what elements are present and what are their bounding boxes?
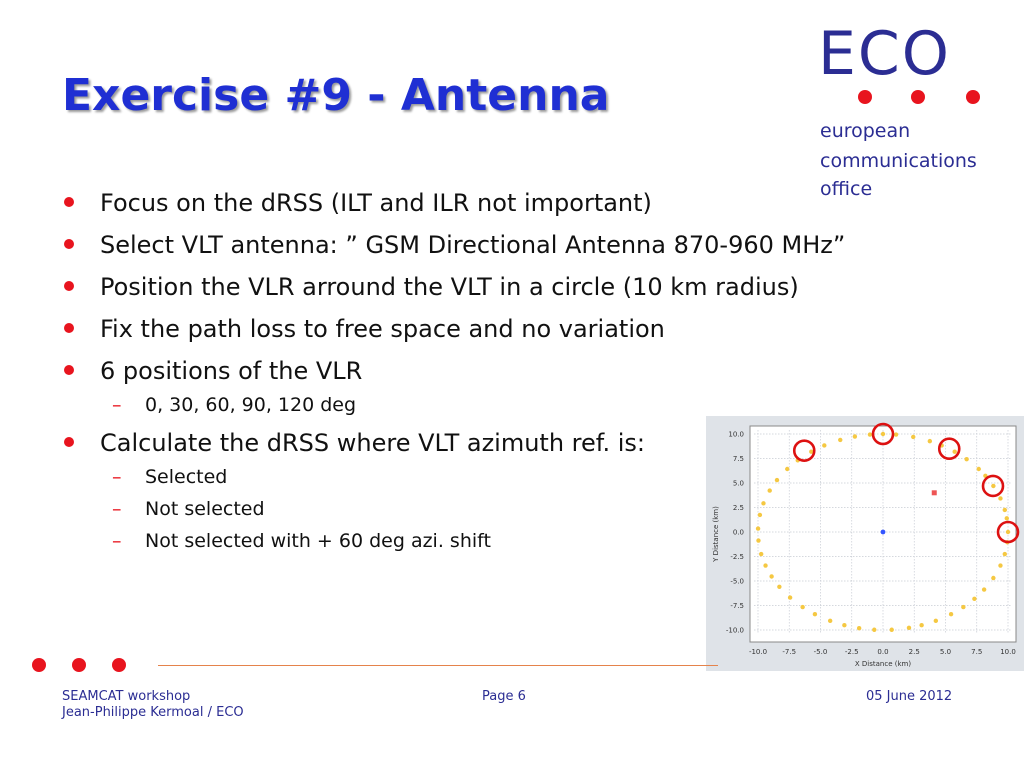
bullet-item — [62, 228, 852, 262]
eco-logo — [818, 19, 998, 204]
y-tick-label: -2.5 — [730, 553, 744, 561]
vlr-point — [911, 435, 915, 439]
y-tick-label: 2.5 — [732, 504, 744, 512]
logo-line-2: communications — [820, 150, 977, 172]
vlr-point — [777, 585, 781, 589]
vlr-point — [857, 626, 861, 630]
vlr-point — [928, 439, 932, 443]
y-tick-label: 7.5 — [732, 455, 744, 463]
vlr-point — [998, 563, 1002, 567]
vlr-point — [972, 597, 976, 601]
x-axis-label: X Distance (km) — [854, 660, 912, 668]
footer-page-number: Page 6 — [482, 689, 526, 704]
bullet-item — [62, 270, 852, 304]
y-tick-label: 0.0 — [732, 528, 744, 537]
logo-line-3: office — [820, 178, 873, 200]
vlr-point — [822, 443, 826, 447]
bullet-text: 6 positions of the VLR — [100, 357, 363, 385]
y-tick-label: -10.0 — [725, 626, 744, 635]
x-tick-label: -2.5 — [844, 648, 859, 656]
vlr-point — [890, 628, 894, 632]
y-axis-label: Y Distance (km) — [712, 506, 720, 562]
sub-bullet-item: – 0, 30, 60, 90, 120 deg — [100, 392, 852, 418]
vlr-point — [949, 612, 953, 616]
vlr-point — [756, 538, 760, 542]
vlr-point — [872, 628, 876, 632]
x-tick-label: 5.0 — [939, 648, 952, 656]
logo-dot — [911, 90, 925, 104]
vlr-point — [982, 587, 986, 591]
y-tick-label: 10.0 — [728, 430, 744, 439]
x-tick-label: 10.0 — [1000, 648, 1016, 656]
x-tick-label: -5.0 — [813, 648, 828, 656]
vlr-point — [934, 619, 938, 623]
vlr-point — [998, 496, 1002, 500]
vlr-point — [907, 626, 911, 630]
vlr-point — [991, 484, 995, 488]
vlr-point — [991, 576, 995, 580]
slide-title: Exercise #9 - Antenna — [62, 70, 610, 121]
footer-dot — [72, 658, 86, 672]
vlr-point — [800, 605, 804, 609]
bullet-item — [62, 354, 852, 418]
x-tick-label: 2.5 — [908, 648, 920, 656]
bullet-text: Position the VLR arround the VLT in a circle (10 km radius) — [100, 273, 799, 301]
x-tick-label: 0.0 — [877, 648, 889, 656]
vlr-point — [894, 432, 898, 436]
footer-author: Jean-Philippe Kermoal / ECO — [62, 705, 244, 720]
vlr-point — [919, 623, 923, 627]
vlr-point — [868, 432, 872, 436]
footer-dot — [112, 658, 126, 672]
vlr-point — [1005, 516, 1009, 520]
logo-dot — [966, 90, 980, 104]
logo-dots — [858, 90, 982, 108]
vlr-point — [977, 467, 981, 471]
vlr-point — [759, 552, 763, 556]
y-tick-label: -5.0 — [730, 577, 744, 586]
vlr-point — [828, 619, 832, 623]
logo-name: ECO — [818, 19, 952, 89]
vlr-point — [964, 457, 968, 461]
vlr-point — [775, 478, 779, 482]
vlr-point — [842, 623, 846, 627]
vlt-point — [881, 530, 886, 535]
vlr-point — [769, 574, 773, 578]
vlr-point — [881, 432, 885, 436]
reference-marker — [932, 490, 937, 495]
vlr-point — [788, 595, 792, 599]
footer-dot — [32, 658, 46, 672]
logo-line-1: european — [820, 120, 911, 142]
bullet-text: Fix the path loss to free space and no variation — [100, 315, 665, 343]
vlr-point — [758, 513, 762, 517]
sub-bullet-item: – Selected — [100, 464, 852, 490]
bullet-text: Select VLT antenna: ” GSM Directional Antenna 870-960 MHz” — [100, 231, 846, 259]
y-tick-label: -7.5 — [730, 602, 744, 610]
vlr-point — [768, 488, 772, 492]
x-tick-label: -7.5 — [782, 648, 797, 656]
sub-bullet-item: – Not selected — [100, 496, 852, 522]
bullet-text: Focus on the dRSS (ILT and ILR not important) — [100, 189, 652, 217]
footer-date: 05 June 2012 — [866, 689, 953, 704]
logo-dot — [858, 90, 872, 104]
vlr-point — [838, 438, 842, 442]
footer-divider — [158, 665, 718, 666]
vlr-point — [813, 612, 817, 616]
vlr-position-plot — [706, 416, 1024, 671]
vlr-point — [952, 450, 956, 454]
vlr-point — [1003, 508, 1007, 512]
sub-bullet-item: – Not selected with + 60 deg azi. shift — [100, 528, 852, 554]
footer-dots — [32, 658, 142, 676]
x-tick-label: 7.5 — [971, 648, 983, 656]
vlr-point — [756, 526, 760, 530]
vlr-point — [1006, 530, 1010, 534]
sub-bullet-list — [100, 392, 852, 418]
vlr-point — [761, 501, 765, 505]
vlr-point — [785, 467, 789, 471]
x-tick-label: -10.0 — [748, 648, 768, 656]
bullet-item — [62, 186, 852, 220]
vlr-point — [1003, 552, 1007, 556]
bullet-text: Calculate the dRSS where VLT azimuth ref. is: — [100, 429, 645, 457]
vlr-point — [853, 434, 857, 438]
plot-svg — [706, 416, 1024, 671]
vlr-point — [763, 563, 767, 567]
footer-event: SEAMCAT workshop — [62, 689, 191, 704]
y-tick-label: 5.0 — [732, 479, 744, 488]
bullet-item — [62, 312, 852, 346]
vlr-point — [961, 605, 965, 609]
